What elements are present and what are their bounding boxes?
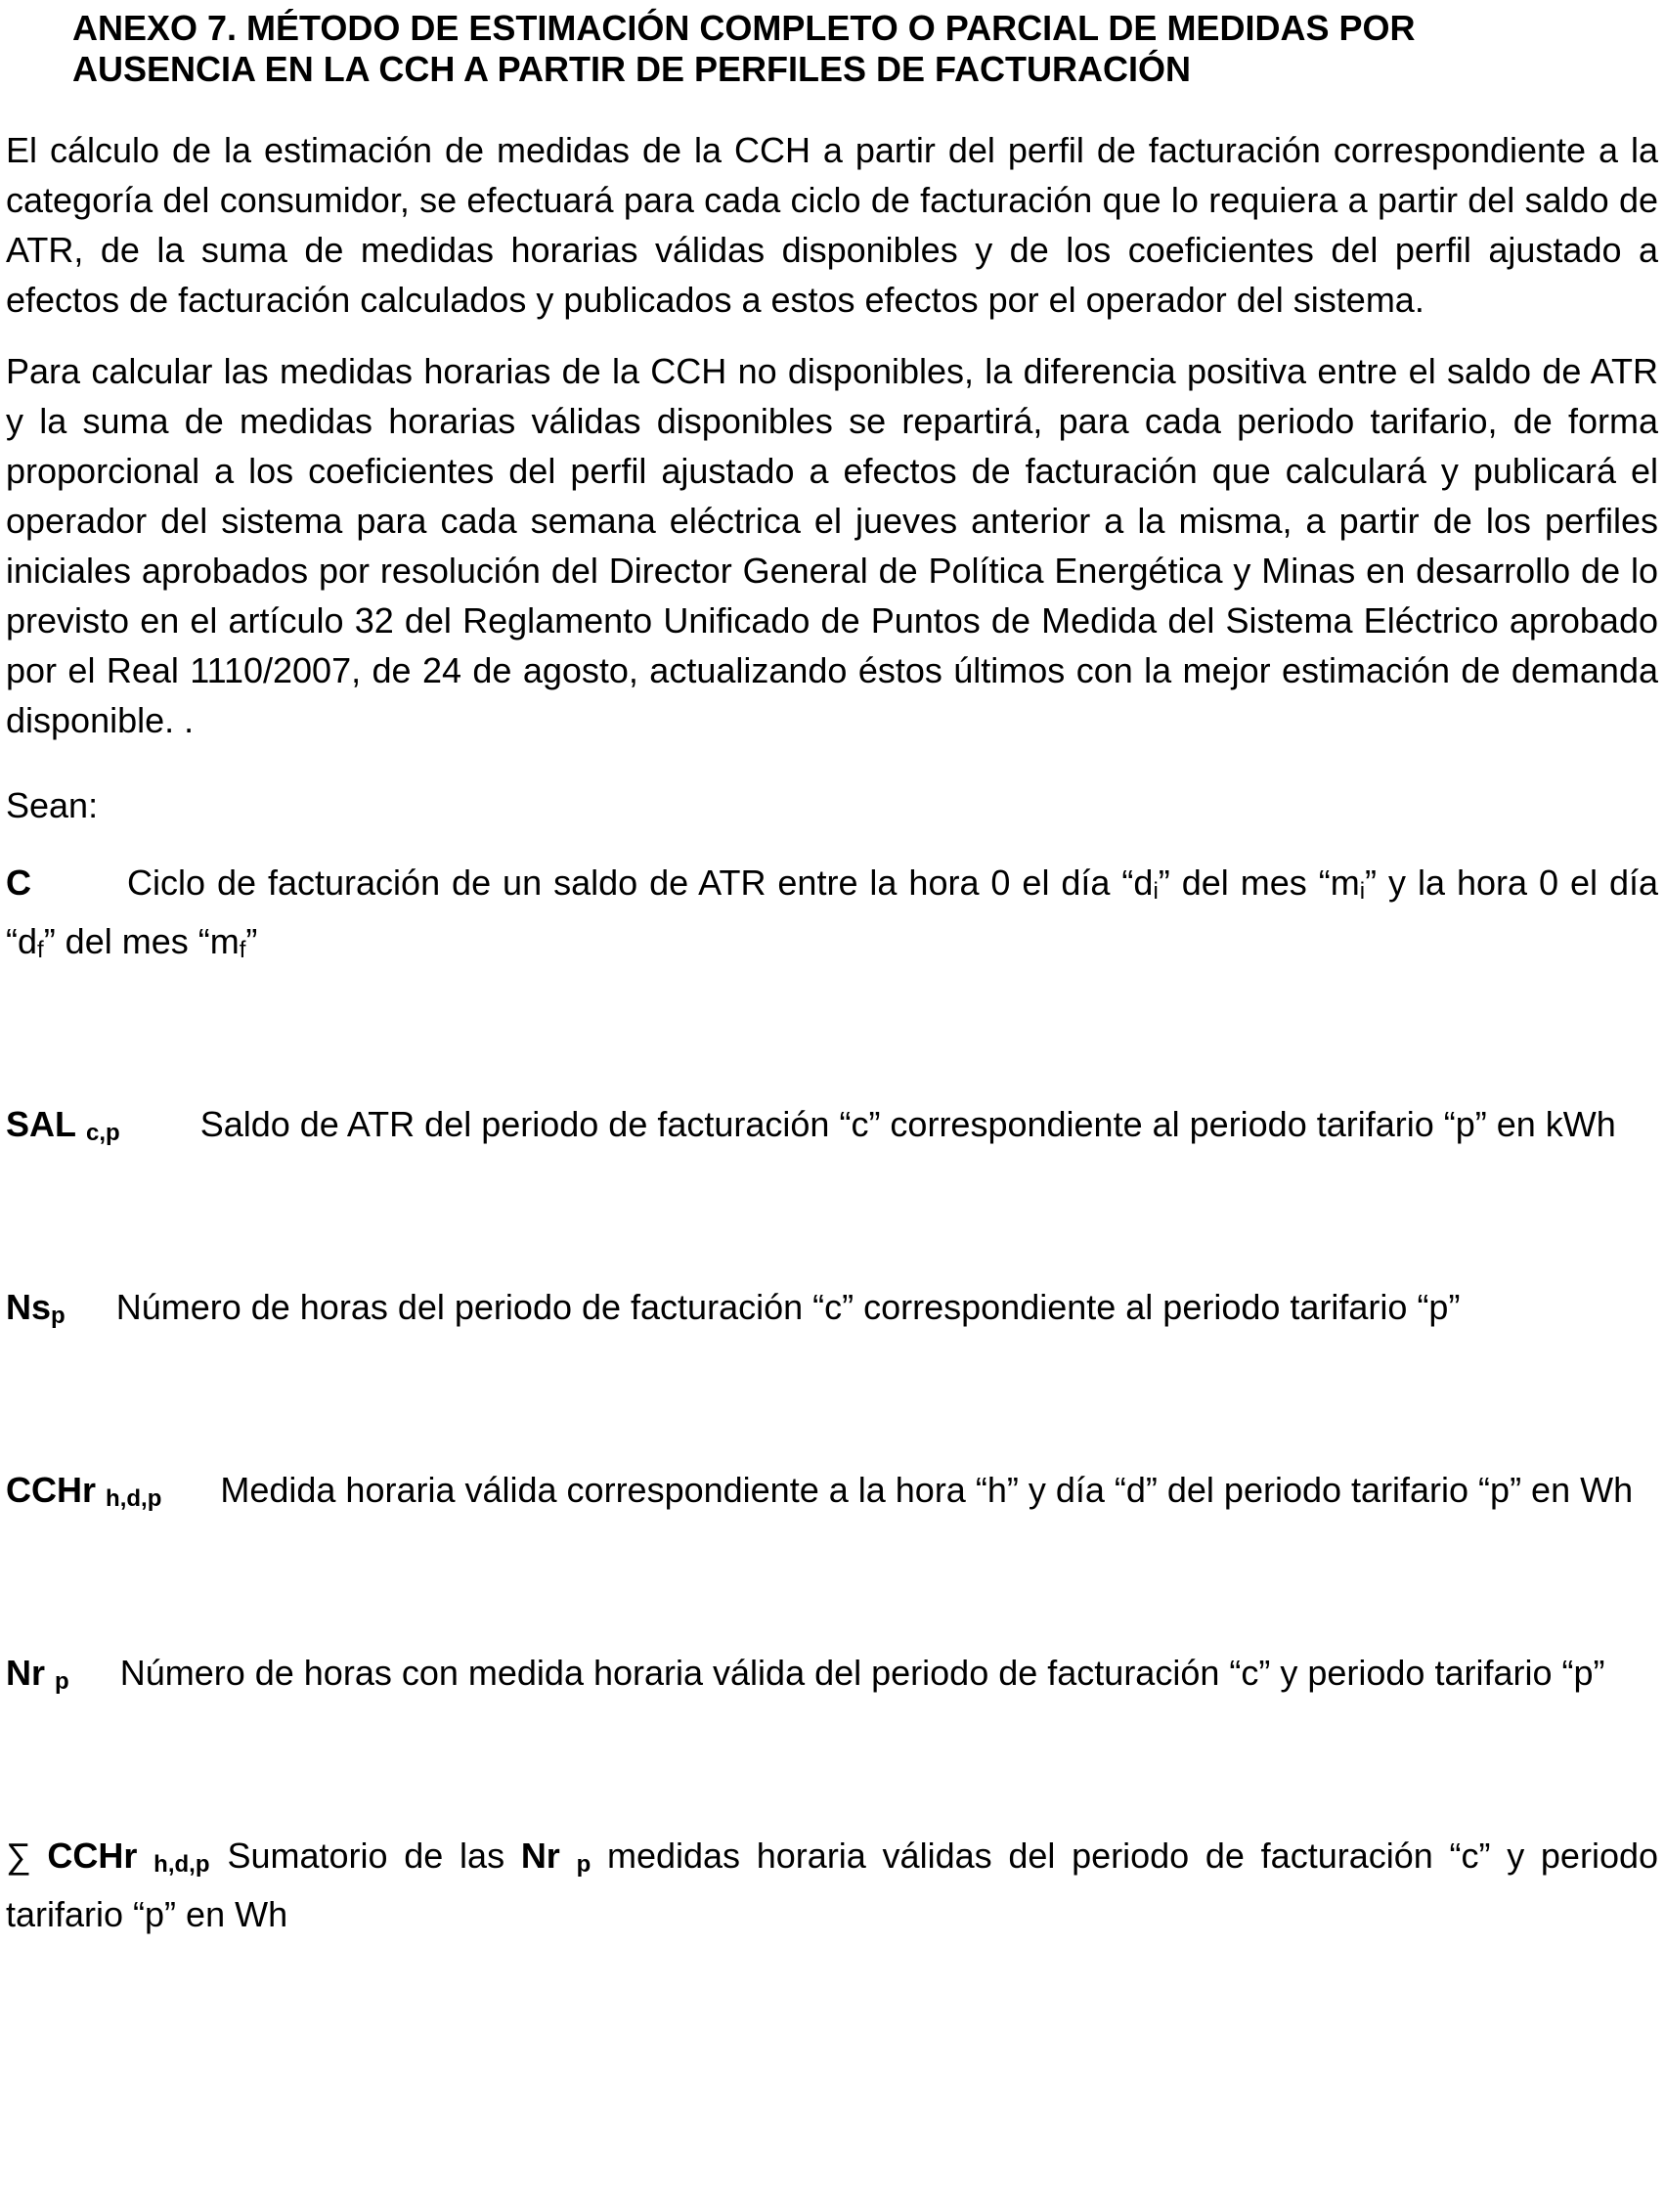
definition-nr-term: Nr [6, 1653, 46, 1693]
annex-title [72, 8, 1658, 90]
paragraph-sean: Sean: [6, 785, 99, 825]
definition-sum-text-a: Sumatorio de las [227, 1836, 505, 1876]
definition-sum-cchr [6, 1831, 1658, 1939]
definition-cchr-text: Medida horaria válida correspondiente a la hora “h” y día “d” del periodo tarifario “p” en Wh [220, 1470, 1634, 1510]
definition-sum-term: CCHr [47, 1836, 138, 1876]
definition-sum-text-b: medidas horaria válidas del periodo de facturación “c” y periodo tarifario “p” en Wh [6, 1836, 1659, 1934]
definition-c-sub-c: f [37, 937, 44, 963]
definition-cchr-term: CCHr [6, 1470, 97, 1510]
definition-sum-inline-sub: p [576, 1851, 592, 1878]
annex-title-line-2: AUSENCIA EN LA CCH A PARTIR DE PERFILES DE FACTURACIÓN [72, 49, 1192, 89]
paragraph-calculation: El cálculo de la estimación de medidas de la CCH a partir del perfil de facturación correspondiente a la categoría del consumidor, se efectuará para cada ciclo de facturación que lo requiera a partir del saldo de ATR, de la suma de medidas horarias válidas disponibles y de los coeficientes del perfil ajustado a efectos de facturación calculados y publicados a estos efectos por el operador del sistema. [6, 130, 1658, 320]
definition-c-sub-a: i [1153, 878, 1159, 905]
definition-cchr-sub: h,d,p [106, 1485, 162, 1512]
definition-c-text-e: ” [245, 921, 258, 961]
definition-c-sub-d: f [239, 937, 246, 963]
definition-ns-text: Número de horas del periodo de facturación “c” correspondiente al periodo tarifario “p” [115, 1287, 1461, 1327]
annex-title-line-1: ANEXO 7. MÉTODO DE ESTIMACIÓN COMPLETO O PARCIAL DE MEDIDAS POR [72, 8, 1416, 48]
definition-nr-sub: p [55, 1668, 69, 1695]
definition-sal-term: SAL [6, 1104, 76, 1144]
definition-ns [6, 1282, 1658, 1341]
definition-c-sub-b: i [1359, 878, 1366, 905]
definition-nr-text: Número de horas con medida horaria válida del periodo de facturación “c” y periodo tarifario “p” [119, 1653, 1605, 1693]
definition-sal-sub: c,p [86, 1120, 120, 1146]
definition-c-text-c: ” y la hora 0 el día “d [6, 863, 1658, 961]
definition-sal-text: Saldo de ATR del periodo de facturación “c” correspondiente al periodo tarifario “p” en kWh [199, 1104, 1616, 1144]
definition-sal [6, 1099, 1658, 1158]
sum-symbol-icon: ∑ [6, 1836, 31, 1876]
definition-c-text-b: ” del mes “m [1158, 863, 1360, 903]
definition-sum-inline-term: Nr [520, 1836, 560, 1876]
document-page [6, 8, 1658, 1939]
definition-sum-sub: h,d,p [153, 1851, 210, 1878]
definition-c-text-a: Ciclo de facturación de un saldo de ATR entre la hora 0 el día “d [127, 863, 1154, 903]
paragraph-distribution: Para calcular las medidas horarias de la CCH no disponibles, la diferencia positiva entre el saldo de ATR y la suma de medidas horarias válidas disponibles se repartirá, para cada periodo tarifario, de forma proporcional a los coeficientes del perfil ajustado a efectos de facturación que calculará y publicará el operador del sistema para cada semana eléctrica el jueves anterior a la misma, a partir de los perfiles iniciales aprobados por resolución del Director General de Política Energética y Minas en desarrollo de lo previsto en el artículo 32 del Reglamento Unificado de Puntos de Medida del Sistema Eléctrico aprobado por el Real 1110/2007, de 24 de agosto, actualizando éstos últimos con la mejor estimación de demanda disponible. . [6, 351, 1658, 740]
definition-ns-term: Ns [6, 1287, 52, 1327]
definition-nr [6, 1648, 1658, 1706]
definition-cchr [6, 1465, 1658, 1524]
definition-c-term: C [6, 863, 31, 903]
definition-c [6, 858, 1658, 975]
definition-ns-sub: p [51, 1303, 66, 1329]
definition-c-text-d: ” del mes “m [43, 921, 240, 961]
